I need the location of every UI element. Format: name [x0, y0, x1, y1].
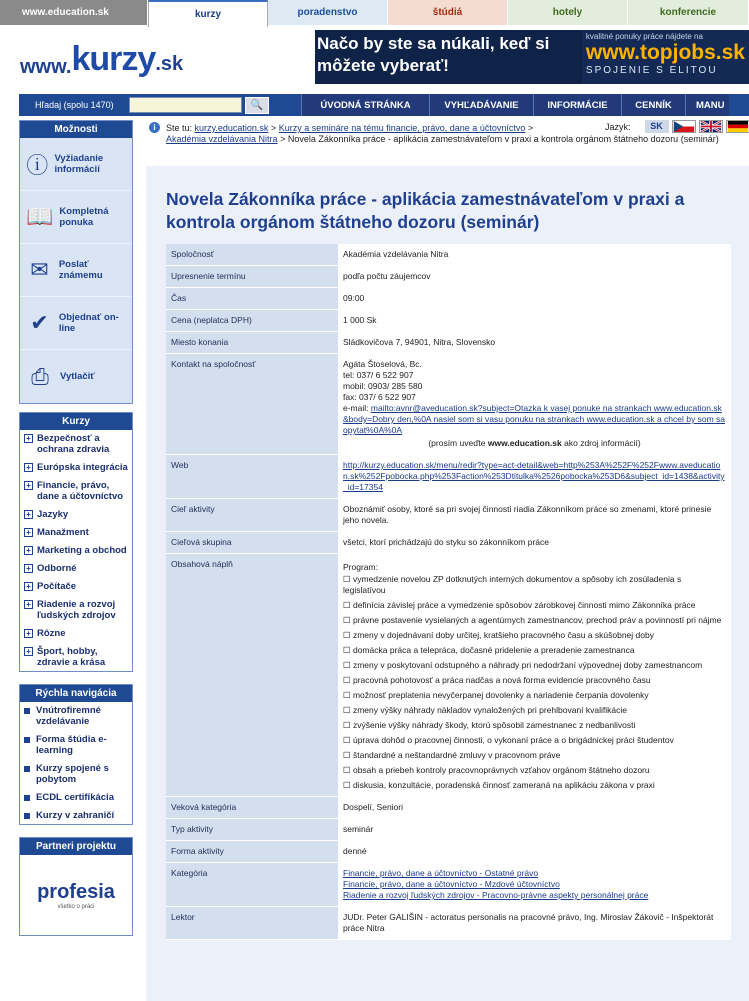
logo-www: www.	[20, 56, 72, 78]
row-value: seminár	[338, 819, 731, 841]
program-value	[338, 554, 731, 797]
kurzy-item[interactable]	[20, 459, 132, 477]
expand-icon: +	[24, 600, 33, 609]
table-row	[166, 819, 731, 841]
breadcrumb-sep: >	[270, 123, 277, 133]
flag-cz-icon[interactable]	[672, 120, 696, 133]
category-link[interactable]: Financie, právo, dane a účtovníctvo - Ostatné právo	[343, 868, 539, 878]
logo-sk: .sk	[155, 53, 184, 75]
row-key: Kontakt na spoločnosť	[166, 354, 338, 455]
table-row	[166, 863, 731, 907]
tab-education[interactable]: www.education.sk	[0, 0, 148, 25]
table-row	[166, 266, 731, 288]
detail-table	[166, 244, 731, 940]
row-key: Forma aktivity	[166, 841, 338, 863]
tab-konferencie[interactable]: konferencie	[628, 0, 749, 25]
kurzy-item[interactable]	[20, 477, 132, 506]
option-info[interactable]	[20, 138, 132, 191]
web-link[interactable]: http://kurzy.education.sk/menu/redir?type=act-detail&web=http%253A%252F%252Fwww.aveducation.sk%252Fpobocka.php%253Faction%253Dtitulka%2526pobocka%253D6&subject_id=1438&activity_id=17354	[343, 460, 725, 492]
expand-icon: +	[24, 510, 33, 519]
kurzy-item[interactable]	[20, 560, 132, 578]
row-key: Kategória	[166, 863, 338, 907]
email-label: e-mail:	[343, 403, 369, 413]
kurzy-item[interactable]	[20, 643, 132, 671]
table-row	[166, 907, 731, 940]
breadcrumb-current: Novela Zákonníka práce - aplikácia zamestnávateľom v praxi a kontrola orgánom štátneho dozoru (seminár)	[287, 134, 719, 144]
program-item: ☐ obsah a priebeh kontroly pracovnoprávnych vzťahov orgánom štátneho dozoru	[343, 765, 650, 775]
exclamation-icon: ⓘ	[26, 152, 49, 178]
row-key: Cieľová skupina	[166, 532, 338, 554]
breadcrumb-link-home[interactable]: kurzy.education.sk	[194, 123, 269, 133]
top-tabs	[0, 0, 749, 25]
nav-manual[interactable]: MANU	[685, 94, 729, 116]
program-item: ☐ úprava dohôd o pracovnej činnosti, o vykonaní práce a o brigádnickej práci študentov	[343, 735, 674, 745]
row-value: JUDr. Peter GALIŠIN - actoratus personalis na pracovné právo, Ing. Miroslav Žákovič - Inšpektorát práce Nitra	[338, 907, 731, 940]
nav-item[interactable]	[20, 760, 132, 789]
banner-left-text: Načo by ste sa núkali, keď si môžete vyberať!	[317, 34, 550, 75]
note-bold: www.education.sk	[487, 438, 562, 448]
search-icon: 🔍	[250, 99, 264, 111]
email-link[interactable]: mailto:avnr@aveducation.sk?subject=Otazka k vasej ponuke na strankach www.education.sk&body=Dobry den,%0A nasiel som si vasu ponuku na strankach www.education.sk a chcel by som sa opytat%0A%0A	[343, 403, 725, 435]
nav-item[interactable]	[20, 807, 132, 824]
program-item: ☐ zmeny v dojednávaní doby určitej, kratšieho pracovného času a skúšobnej doby	[343, 630, 654, 640]
table-row	[166, 554, 731, 797]
main-content	[146, 166, 749, 1001]
program-item: ☐ pracovná pohotovosť a práca nadčas a nová forma evidencie pracovného času	[343, 675, 651, 685]
expand-icon: +	[24, 629, 33, 638]
row-key: Čas	[166, 288, 338, 310]
kurzy-item-label: Šport, hobby, zdravie a krása	[37, 646, 106, 668]
breadcrumb-prefix: Ste tu:	[166, 123, 193, 133]
partner-box	[19, 837, 133, 936]
row-key: Veková kategória	[166, 797, 338, 819]
tab-hotely[interactable]: hotely	[508, 0, 628, 25]
info-icon: i	[149, 122, 160, 133]
envelope-icon: ✉	[30, 257, 49, 282]
bullet-icon	[24, 795, 30, 801]
row-key: Lektor	[166, 907, 338, 940]
nav-informacie[interactable]: INFORMÁCIE	[533, 94, 621, 116]
kurzy-item-label: Počítače	[37, 581, 77, 592]
row-key: Cena (neplatca DPH)	[166, 310, 338, 332]
kurzy-item[interactable]	[20, 578, 132, 596]
row-value: Oboznámiť osoby, ktoré sa pri svojej činnosti riadia Zákonníkom práce so zmenami, ktoré prinesie jeho novela.	[338, 499, 731, 532]
contact-note	[343, 438, 726, 449]
kurzy-item-label: Rôzne	[37, 628, 66, 639]
table-row	[166, 532, 731, 554]
expand-icon: +	[24, 528, 33, 537]
option-send-friend-label: Poslať známemu	[58, 259, 103, 281]
option-print-label: Vytlačiť	[60, 371, 95, 382]
breadcrumb-link-category[interactable]: Kurzy a semináre na tému financie, právo, dane a účtovníctvo	[278, 123, 526, 133]
kurzy-item-label: Financie, právo, dane a účtovníctvo	[37, 480, 124, 502]
breadcrumb-sep: >	[527, 123, 534, 133]
row-value: Akadémia vzdelávania Nitra	[338, 244, 731, 266]
kurzy-item-label: Európska integrácia	[37, 462, 128, 473]
row-value: všetci, ktorí prichádzajú do styku so zákonníkom práce	[338, 532, 731, 554]
program-item: ☐ štandardné a neštandardné zmluvy v pracovnom práve	[343, 750, 561, 760]
program-item: ☐ zmeny v poskytovaní odstupného a náhrady pri nedodržaní výpovednej doby zamestnancom	[343, 660, 703, 670]
contact-tel: tel: 037/ 6 522 907	[343, 370, 414, 380]
banner-tag: SPOJENIE S ELITOU	[585, 65, 718, 76]
option-info-label: Vyžiadanie informácií	[54, 153, 104, 175]
table-row	[166, 332, 731, 354]
program-item: ☐ právne postavenie vysielaných a agentúrnych zamestnancov, prechod práv a povinností pri nájme	[343, 615, 722, 625]
table-row	[166, 310, 731, 332]
kurzy-item-label: Odborné	[37, 563, 77, 574]
checkmark-icon: ✔	[30, 310, 49, 335]
nav-cennik[interactable]: CENNÍK	[621, 94, 685, 116]
bullet-icon	[24, 737, 30, 743]
tab-kurzy[interactable]: kurzy	[148, 0, 268, 27]
profesia-sub: všetko o práci	[57, 903, 95, 910]
program-intro: Program:	[343, 562, 378, 572]
row-key: Obsahová náplň	[166, 554, 338, 797]
language-switch	[605, 120, 749, 133]
nav-item[interactable]	[20, 731, 132, 760]
moznosti-header: Možnosti	[20, 121, 132, 138]
contact-mobil: mobil: 0903/ 285 580	[343, 381, 423, 391]
row-value: podľa počtu záujemcov	[338, 266, 731, 288]
expand-icon: +	[24, 647, 33, 656]
row-key: Upresnenie termínu	[166, 266, 338, 288]
navigacia-header: Rýchla navigácia	[20, 685, 132, 702]
nav-item[interactable]	[20, 789, 132, 807]
lang-label: Jazyk:	[605, 121, 631, 132]
logo-kurzy: kurzy	[71, 40, 156, 78]
search-input[interactable]	[129, 97, 242, 113]
page-title: Novela Zákonníka práce - aplikácia zamestnávateľom v praxi a kontrola orgánom štátneho dozoru (seminár)	[166, 189, 685, 232]
partner-logo[interactable]	[20, 855, 132, 935]
row-key: Miesto konania	[166, 332, 338, 354]
tab-poradenstvo[interactable]: poradenstvo	[268, 0, 388, 25]
kurzy-item-label: Manažment	[37, 527, 89, 538]
banner-right	[582, 30, 749, 84]
row-key: Cieľ aktivity	[166, 499, 338, 532]
left-sidebar	[19, 120, 133, 944]
search-label: Hľadaj (spolu 1470)	[35, 100, 114, 110]
kurzy-item-label: Riadenie a rozvoj ľudských zdrojov	[37, 599, 116, 621]
table-row	[166, 797, 731, 819]
row-value: Sládkovičova 7, 94901, Nitra, Slovensko	[338, 332, 731, 354]
search-button[interactable]	[245, 97, 269, 114]
program-item: ☐ diskusia, konzultácie, poradenská činnosť zameraná na aplikáciu zákona v praxi	[343, 780, 655, 790]
nav-item-label: ECDL certifikácia	[36, 792, 114, 803]
option-send-friend[interactable]	[20, 244, 132, 297]
table-row	[166, 244, 731, 266]
kurzy-box	[19, 412, 133, 672]
category-value	[338, 863, 731, 907]
printer-icon: ⎙	[31, 363, 49, 389]
contact-name: Agáta Štoselová, Bc.	[343, 359, 422, 369]
flag-uk-icon[interactable]	[699, 120, 723, 133]
kurzy-item[interactable]	[20, 430, 132, 459]
partner-header: Partneri projektu	[20, 838, 132, 855]
row-key: Spoločnosť	[166, 244, 338, 266]
option-full-offer[interactable]	[20, 191, 132, 244]
nav-uvodna[interactable]: ÚVODNÁ STRÁNKA	[301, 94, 429, 116]
site-logo[interactable]	[20, 40, 183, 79]
category-link[interactable]: Riadenie a rozvoj ľudských zdrojov - Pracovno-právne aspekty personálnej práce	[343, 890, 649, 900]
nav-item[interactable]	[20, 702, 132, 731]
bullet-icon	[24, 708, 30, 714]
kurzy-item-label: Bezpečnosť a ochrana zdravia	[37, 433, 110, 455]
book-icon: 📖	[26, 204, 54, 229]
nav-item-label: Forma štúdia e-learning	[36, 734, 107, 756]
bullet-icon	[24, 813, 30, 819]
expand-icon: +	[24, 481, 33, 490]
program-item: ☐ vymedzenie novelou ZP dotknutých interných dokumentov a spôsoby ich zosúladenia s legislatívou	[343, 574, 682, 595]
contact-email	[343, 403, 726, 436]
expand-icon: +	[24, 434, 33, 443]
moznosti-box	[19, 120, 133, 404]
row-value: denné	[338, 841, 731, 863]
option-order-online-label: Objednať on-line	[58, 312, 119, 334]
lang-sk[interactable]: SK	[645, 120, 669, 133]
row-key: Web	[166, 455, 338, 499]
flag-de-icon[interactable]	[726, 120, 749, 133]
kurzy-item[interactable]	[20, 625, 132, 643]
option-full-offer-label: Kompletná ponuka	[59, 206, 109, 228]
bullet-icon	[24, 766, 30, 772]
table-row	[166, 499, 731, 532]
nav-vyhladavanie[interactable]: VYHĽADÁVANIE	[429, 94, 533, 116]
note-post: ako zdroj informácií)	[564, 438, 641, 448]
banner-small: kvalitné ponuky práce nájdete na	[585, 32, 703, 41]
expand-icon: +	[24, 546, 33, 555]
expand-icon: +	[24, 582, 33, 591]
row-value: 1 000 Sk	[338, 310, 731, 332]
category-link[interactable]: Financie, právo, dane a účtovníctvo - Mzdové účtovníctvo	[343, 879, 560, 889]
expand-icon: +	[24, 564, 33, 573]
program-item: ☐ možnosť preplatenia nevyčerpanej dovolenky a nariadenie čerpania dovolenky	[343, 690, 649, 700]
ad-banner[interactable]	[315, 30, 749, 84]
breadcrumb-sep: >	[280, 134, 286, 144]
option-print[interactable]	[20, 350, 132, 403]
banner-big: www.topjobs.sk	[585, 41, 745, 64]
kurzy-item[interactable]	[20, 506, 132, 524]
row-value: Dospelí, Seniori	[338, 797, 731, 819]
tab-studia[interactable]: štúdiá	[388, 0, 508, 25]
profesia-logo: profesia	[37, 880, 115, 903]
navigacia-box	[19, 684, 133, 825]
main-nav	[19, 94, 749, 116]
program-item: ☐ definícia závislej práce a vymedzenie spôsobov zárobkovej činnosti mimo Zákonníka práce	[343, 600, 696, 610]
program-item: ☐ zmeny výšky náhrady nákladov vynaložených pri prehlbovaní kvalifikácie	[343, 705, 628, 715]
kurzy-item-label: Jazyky	[37, 509, 69, 520]
table-row	[166, 841, 731, 863]
note-pre: (prosím uveďte	[428, 438, 486, 448]
program-item: ☐ domácka práca a telepráca, dočasné pridelenie a preradenie zamestnanca	[343, 645, 635, 655]
kurzy-item[interactable]	[20, 524, 132, 542]
contact-value	[338, 354, 731, 455]
table-row	[166, 354, 731, 455]
contact-fax: fax: 037/ 6 522 907	[343, 392, 416, 402]
kurzy-item[interactable]	[20, 542, 132, 560]
nav-item-label: Kurzy v zahraničí	[36, 810, 115, 821]
row-key: Typ aktivity	[166, 819, 338, 841]
kurzy-header: Kurzy	[20, 413, 132, 430]
table-row	[166, 455, 731, 499]
program-item: ☐ zvýšenie výšky náhrady škody, ktorú spôsobil zamestnanec z nedbanlivosti	[343, 720, 636, 730]
row-value	[338, 455, 731, 499]
kurzy-item[interactable]	[20, 596, 132, 625]
table-row	[166, 288, 731, 310]
breadcrumb-link-company[interactable]: Akadémia vzdelávania Nitra	[166, 134, 278, 144]
kurzy-item-label: Marketing a obchod	[37, 545, 127, 556]
row-value: 09:00	[338, 288, 731, 310]
option-order-online[interactable]	[20, 297, 132, 350]
nav-item-label: Vnútrofiremné vzdelávanie	[36, 705, 101, 727]
expand-icon: +	[24, 463, 33, 472]
nav-item-label: Kurzy spojené s pobytom	[36, 763, 109, 785]
